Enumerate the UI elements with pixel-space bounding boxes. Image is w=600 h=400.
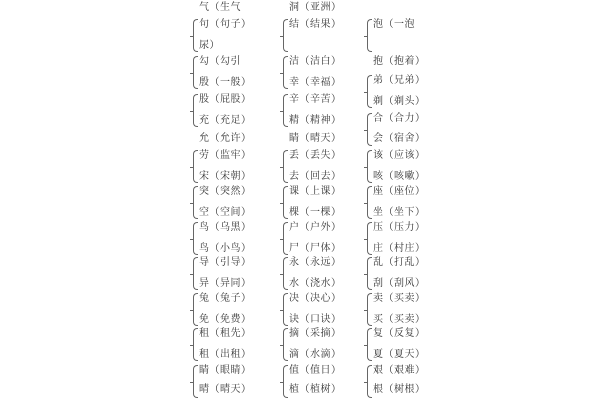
brace — [193, 56, 198, 89]
brace — [283, 222, 288, 255]
word-entry: 鸟（小鸟） — [199, 243, 252, 254]
brace — [367, 365, 372, 398]
word-entry: 兔（兔子） — [199, 293, 252, 304]
word-entry: 异（异同） — [199, 278, 252, 289]
brace — [193, 365, 198, 398]
word-entry: 摘（采摘） — [289, 328, 342, 339]
word-entry: 泡（一泡 — [373, 19, 415, 30]
word-entry: 晴（晴天） — [199, 384, 252, 395]
word-entry: 睛（眼睛） — [199, 365, 252, 376]
word-entry: 睛（晴天） — [289, 133, 342, 144]
word-entry: 去（回去） — [289, 171, 342, 182]
word-entry: 辛（辛苦） — [289, 94, 342, 105]
brace — [367, 222, 372, 255]
word-entry: 会（宿舍） — [373, 133, 426, 144]
word-entry: 宋（宋朝） — [199, 171, 252, 182]
brace — [283, 365, 288, 398]
word-entry: 滴（水滴） — [289, 349, 342, 360]
word-entry: 勾（勾引 — [199, 56, 241, 67]
word-entry: 租（出租） — [199, 349, 252, 360]
word-entry: 该（应该） — [373, 150, 426, 161]
brace — [367, 257, 372, 290]
brace — [283, 19, 288, 52]
word-entry: 乱（打乱） — [373, 257, 426, 268]
brace — [193, 222, 198, 255]
brace — [193, 150, 198, 183]
brace — [367, 328, 372, 361]
brace — [283, 186, 288, 219]
word-entry: 结（结果） — [289, 19, 342, 30]
brace — [367, 150, 372, 183]
brace — [367, 19, 372, 52]
word-entry: 抱（抱着） — [373, 56, 426, 67]
word-entry: 棵（一棵） — [289, 207, 342, 218]
word-entry: 洞（亚洲） — [289, 2, 342, 13]
word-entry: 殷（一般） — [199, 77, 252, 88]
brace — [193, 186, 198, 219]
word-entry: 突（突然） — [199, 186, 252, 197]
word-entry: 永（永远） — [289, 257, 342, 268]
word-entry: 课（上课） — [289, 186, 342, 197]
word-entry: 庄（村庄） — [373, 243, 426, 254]
word-entry: 刮（刮风） — [373, 278, 426, 289]
word-entry: 水（浇水） — [289, 278, 342, 289]
word-entry: 句（句子） — [199, 19, 252, 30]
word-entry: 导（引导） — [199, 257, 252, 268]
brace — [367, 75, 372, 108]
brace — [367, 113, 372, 146]
brace — [193, 328, 198, 361]
word-entry: 幸（幸福） — [289, 77, 342, 88]
word-entry: 复（反复） — [373, 328, 426, 339]
word-entry: 空（空间） — [199, 207, 252, 218]
brace — [193, 257, 198, 290]
word-entry: 诀（口诀） — [289, 314, 342, 325]
word-entry: 鸟（乌黑） — [199, 222, 252, 233]
word-entry: 植（植树） — [289, 384, 342, 395]
word-entry: 尸（尸体） — [289, 243, 342, 254]
word-entry: 免（免费） — [199, 314, 252, 325]
word-entry: 丢（丢失） — [289, 150, 342, 161]
word-entry: 夏（夏天） — [373, 349, 426, 360]
word-entry: 户（户外） — [289, 222, 342, 233]
brace — [283, 328, 288, 361]
word-entry: 劳（监牢） — [199, 150, 252, 161]
brace — [193, 293, 198, 326]
brace — [193, 19, 198, 52]
word-entry: 充（充足） — [199, 115, 252, 126]
word-entry: 气（生气 — [199, 2, 241, 13]
brace — [367, 186, 372, 219]
word-entry: 坐（坐下） — [373, 207, 426, 218]
word-entry: 剃（剃头） — [373, 96, 426, 107]
brace — [193, 94, 198, 127]
brace — [367, 293, 372, 326]
word-entry: 尿） — [199, 40, 220, 51]
word-entry: 根（树根） — [373, 384, 426, 395]
word-entry: 决（决心） — [289, 293, 342, 304]
brace — [283, 94, 288, 127]
word-entry: 精（精神） — [289, 115, 342, 126]
word-entry: 艰（艰难） — [373, 365, 426, 376]
word-entry: 卖（买卖） — [373, 293, 426, 304]
brace — [283, 56, 288, 89]
word-entry: 洁（洁白） — [289, 56, 342, 67]
brace — [283, 257, 288, 290]
word-entry: 值（值日） — [289, 365, 342, 376]
word-entry: 允（允许） — [199, 133, 252, 144]
word-entry: 租（租先） — [199, 328, 252, 339]
word-entry: 座（座位） — [373, 186, 426, 197]
word-entry: 买（买卖） — [373, 314, 426, 325]
word-entry: 压（压力） — [373, 222, 426, 233]
word-entry: 合（合力） — [373, 113, 426, 124]
word-entry: 弟（兄弟） — [373, 75, 426, 86]
brace — [283, 293, 288, 326]
word-entry: 咳（咳嗽） — [373, 171, 426, 182]
word-entry: 股（屁股） — [199, 94, 252, 105]
brace — [283, 150, 288, 183]
